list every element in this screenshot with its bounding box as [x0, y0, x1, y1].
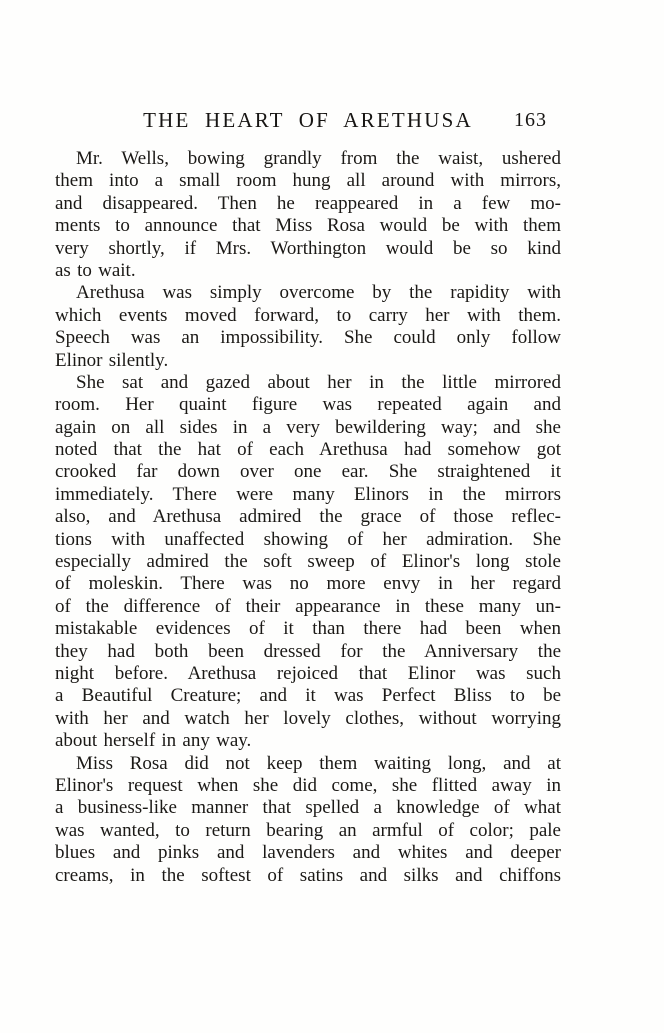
text-line: noted that the hat of each Arethusa had somehow got	[55, 439, 561, 461]
page-number: 163	[514, 109, 547, 131]
text-line: She sat and gazed about her in the little mirrored	[76, 371, 561, 393]
text-line: crooked far down over one ear. She straightened it	[55, 461, 561, 483]
page-body	[55, 148, 561, 887]
text-line: a Beautiful Creature; and it was Perfect Bliss to be	[55, 685, 561, 707]
text-line: Arethusa was simply overcome by the rapidity with	[76, 282, 561, 304]
text-line: ments to announce that Miss Rosa would be with them	[55, 215, 561, 237]
text-line: Elinor silently.	[55, 349, 169, 371]
paragraph	[55, 753, 561, 887]
running-title: THE HEART OF ARETHUSA	[143, 108, 473, 132]
paragraph	[55, 148, 561, 282]
text-line: of moleskin. There was no more envy in her regard	[55, 573, 561, 595]
text-line: as to wait.	[55, 259, 136, 281]
text-line: Elinor's request when she did come, she flitted away in	[55, 774, 561, 796]
text-line: also, and Arethusa admired the grace of those reflec-	[55, 506, 561, 528]
text-line: very shortly, if Mrs. Worthington would be so kind	[55, 237, 561, 259]
text-line: especially admired the soft sweep of Elinor's long stole	[55, 551, 561, 573]
text-line: them into a small room hung all around with mirrors,	[55, 170, 561, 192]
running-header	[55, 108, 561, 134]
text-line: night before. Arethusa rejoiced that Elinor was such	[55, 662, 561, 684]
text-line: they had both been dressed for the Anniversary the	[55, 640, 561, 662]
text-line: Mr. Wells, bowing grandly from the waist, ushered	[76, 148, 561, 169]
text-line: a business-like manner that spelled a knowledge of what	[55, 797, 561, 819]
text-line: with her and watch her lovely clothes, without worrying	[55, 707, 561, 729]
text-line: about herself in any way.	[55, 730, 252, 752]
text-line: tions with unaffected showing of her admiration. She	[55, 528, 561, 550]
text-line: of the difference of their appearance in these many un-	[55, 595, 561, 617]
text-line: again on all sides in a very bewildering way; and she	[55, 416, 561, 438]
text-line: immediately. There were many Elinors in the mirrors	[55, 483, 561, 505]
text-line: Speech was an impossibility. She could only follow	[55, 327, 561, 349]
paragraph	[55, 372, 561, 753]
text-line: mistakable evidences of it than there had been when	[55, 618, 561, 640]
text-line: Miss Rosa did not keep them waiting long, and at	[76, 752, 561, 774]
text-line: and disappeared. Then he reappeared in a few mo-	[55, 192, 561, 214]
paragraph	[55, 282, 561, 372]
text-line: blues and pinks and lavenders and whites and deeper	[55, 842, 561, 864]
text-line: which events moved forward, to carry her with them.	[55, 304, 561, 326]
text-line: room. Her quaint figure was repeated again and	[55, 394, 561, 416]
text-line: creams, in the softest of satins and silks and chiffons	[55, 864, 561, 886]
text-line: was wanted, to return bearing an armful of color; pale	[55, 819, 561, 841]
